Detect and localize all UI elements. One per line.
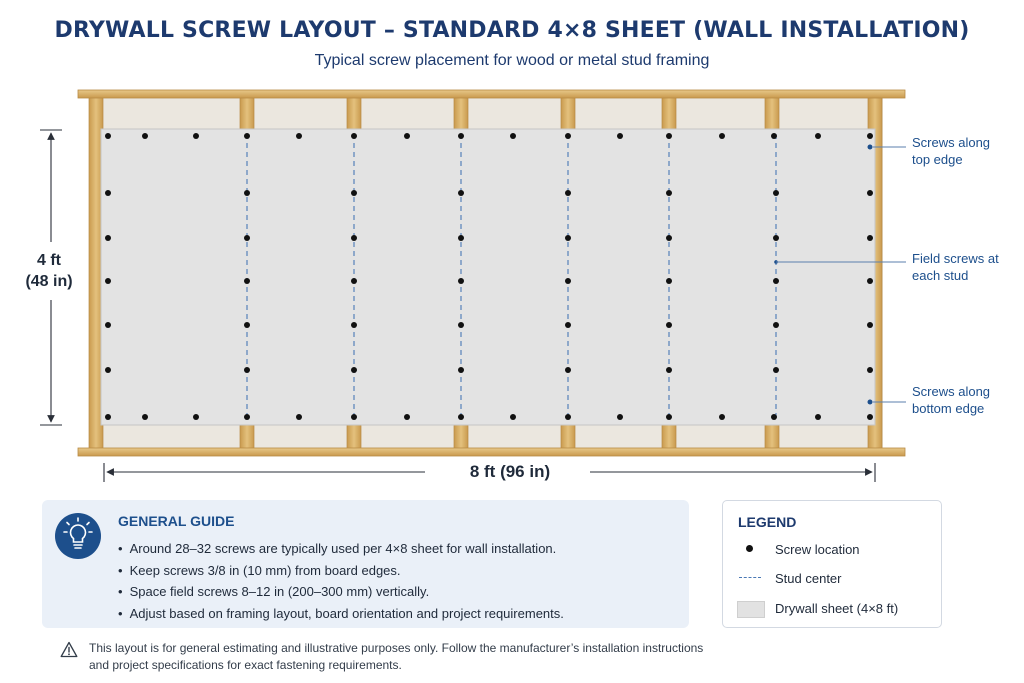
screw — [815, 133, 821, 139]
guide-list — [118, 538, 564, 624]
screw — [565, 322, 571, 328]
callout-bottom-edge — [912, 383, 990, 417]
screw — [105, 322, 111, 328]
general-guide-panel — [42, 500, 689, 628]
screw — [565, 367, 571, 373]
guide-item: • Around 28–32 screws are typically used per 4×8 sheet for wall installation. — [118, 538, 564, 560]
screw — [565, 278, 571, 284]
page-subtitle: Typical screw placement for wood or metal stud framing — [314, 52, 710, 69]
screw — [666, 190, 672, 196]
screw — [244, 190, 250, 196]
screw — [458, 278, 464, 284]
screw — [351, 133, 357, 139]
guide-item: • Adjust based on framing layout, board orientation and project requirements. — [118, 603, 564, 625]
screw — [565, 190, 571, 196]
callout-field-screws — [912, 250, 999, 284]
screw — [142, 414, 148, 420]
screw — [193, 133, 199, 139]
screw — [867, 322, 873, 328]
legend-screw-label: Screw location — [775, 541, 860, 557]
screw — [105, 235, 111, 241]
screw — [142, 133, 148, 139]
screw — [351, 235, 357, 241]
screw — [105, 367, 111, 373]
screw — [351, 190, 357, 196]
screw — [458, 133, 464, 139]
screw — [510, 414, 516, 420]
screw — [867, 133, 873, 139]
guide-item: • Keep screws 3/8 in (10 mm) from board edges. — [118, 560, 564, 582]
callout-top-edge-line1: Screws along — [912, 135, 991, 150]
disclaimer-line2: and project specifications for exact fastening requirements. — [89, 658, 402, 672]
screw — [773, 278, 779, 284]
drywall-sheet — [101, 129, 875, 425]
screw — [565, 133, 571, 139]
screw — [458, 190, 464, 196]
screw — [867, 235, 873, 241]
legend-item-screw — [737, 539, 860, 559]
warning-icon — [60, 641, 78, 658]
screw — [244, 278, 250, 284]
screw — [351, 367, 357, 373]
screw — [458, 322, 464, 328]
screw — [458, 414, 464, 420]
legend-item-stud — [737, 568, 842, 588]
height-label-in: (48 in) — [25, 273, 73, 290]
sheet-swatch-icon — [737, 598, 765, 618]
screw — [404, 414, 410, 420]
callout-field-line2: each stud — [912, 268, 969, 283]
screw — [666, 278, 672, 284]
screw — [105, 190, 111, 196]
lightbulb-icon — [55, 513, 101, 559]
guide-item: • Space field screws 8–12 in (200–300 mm) vertically. — [118, 581, 564, 603]
screw — [510, 133, 516, 139]
screw — [773, 322, 779, 328]
screw — [458, 235, 464, 241]
screw — [666, 322, 672, 328]
screw — [244, 322, 250, 328]
width-dimension-label: 8 ft (96 in) — [430, 462, 590, 482]
screw — [565, 235, 571, 241]
screw — [867, 367, 873, 373]
screw — [773, 190, 779, 196]
screw — [244, 367, 250, 373]
screw — [351, 322, 357, 328]
screw — [867, 414, 873, 420]
legend-stud-label: Stud center — [775, 570, 842, 586]
bottom-plate — [78, 448, 905, 456]
screw — [351, 278, 357, 284]
screw — [565, 414, 571, 420]
screw-dot-icon — [737, 539, 765, 559]
screw — [867, 190, 873, 196]
page-title: DRYWALL SCREW LAYOUT – STANDARD 4×8 SHEET (WALL INSTALLATION) — [54, 18, 970, 43]
screw — [773, 367, 779, 373]
height-label-ft: 4 ft — [37, 252, 61, 269]
callout-top-edge — [912, 134, 990, 168]
general-guide-title: GENERAL GUIDE — [118, 513, 235, 529]
screw — [105, 278, 111, 284]
screw — [617, 133, 623, 139]
top-plate — [78, 90, 905, 98]
top-edge-leader-dot — [868, 145, 873, 150]
disclaimer-line1: This layout is for general estimating and illustrative purposes only. Follow the manufacturer’s installation instructions — [89, 641, 704, 655]
legend-title: LEGEND — [738, 514, 797, 530]
screw — [815, 414, 821, 420]
disclaimer-text — [89, 640, 789, 674]
legend-item-sheet — [737, 598, 898, 618]
callout-bottom-edge-line2: bottom edge — [912, 401, 985, 416]
screw — [666, 367, 672, 373]
callout-bottom-edge-line1: Screws along — [912, 384, 991, 399]
dashed-line-icon — [737, 568, 765, 588]
screw — [244, 414, 250, 420]
screw — [867, 278, 873, 284]
height-dimension-label — [14, 250, 84, 292]
screw — [244, 133, 250, 139]
screw — [296, 133, 302, 139]
screw — [617, 414, 623, 420]
screw — [105, 414, 111, 420]
screw — [105, 133, 111, 139]
callout-top-edge-line2: top edge — [912, 152, 963, 167]
screw — [771, 133, 777, 139]
screw — [666, 414, 672, 420]
callout-field-line1: Field screws at — [912, 251, 999, 266]
screw — [719, 133, 725, 139]
screw — [666, 133, 672, 139]
screw — [666, 235, 672, 241]
bottom-edge-leader-dot — [868, 400, 873, 405]
screw — [719, 414, 725, 420]
screw — [296, 414, 302, 420]
screw — [458, 367, 464, 373]
screw — [351, 414, 357, 420]
screw — [771, 414, 777, 420]
legend-panel — [722, 500, 942, 628]
screw — [244, 235, 250, 241]
screw — [193, 414, 199, 420]
screw — [404, 133, 410, 139]
screw — [773, 235, 779, 241]
legend-sheet-label: Drywall sheet (4×8 ft) — [775, 600, 899, 616]
